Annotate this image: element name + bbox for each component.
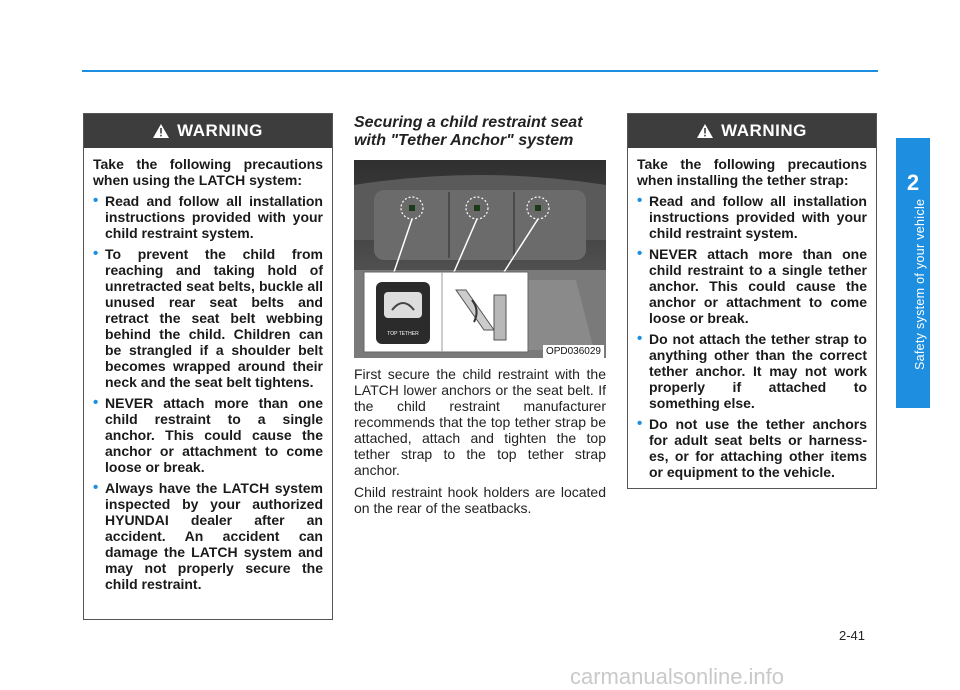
warning-item: • NEVER attach more than one child restraint to a single tether anchor. This could cause the anchor or attachment to come loose or break. — [637, 246, 867, 326]
body-paragraph: First secure the child restraint with the LATCH lower anchors or the seat belt. If the child restraint manufacturer recommends that the top tether strap be attached, attach and tighten the top tether strap to the top tether strap anchor. — [354, 366, 606, 478]
warning-list — [637, 193, 867, 480]
top-rule — [82, 70, 878, 72]
chapter-title: Safety system of your vehicle — [913, 198, 927, 370]
warning-intro: Take the following precautions when using the LATCH system: — [93, 156, 323, 188]
cargo-area-illustration — [354, 160, 606, 358]
warning-item: • Do not use the tether anchors for adult seat belts or harness-es, or for attaching other items or equipment to the vehicle. — [637, 416, 867, 480]
warning-header-label: WARNING — [721, 121, 807, 140]
warning-item: • Read and follow all installation instructions provided with your child restraint system. — [637, 193, 867, 241]
inset-top-tether-label: TOP TETHER — [387, 331, 419, 337]
watermark: carmanualsonline.info — [570, 664, 785, 689]
warning-intro: Take the following precautions when installing the tether strap: — [637, 156, 867, 188]
middle-column — [354, 114, 606, 516]
warning-triangle-icon — [697, 124, 713, 138]
warning-item: • Always have the LATCH system inspected by your authorized HYUNDAI dealer after an accident. An accident can damage the LATCH system and may not properly secure the child restraint. — [93, 480, 323, 592]
right-warning-box — [627, 113, 877, 489]
section-title: Securing a child restraint seat with "Tether Anchor" system — [354, 114, 583, 149]
page-number: 2-41 — [839, 628, 866, 643]
warning-triangle-icon — [153, 124, 169, 138]
warning-item: • To prevent the child from reaching and taking hold of unretracted seat belts, buckle all unused rear seat belts and retract the seat belt webbing behind the child. Children can be strangled if a shoulder belt becomes wrapped around their neck and the seat belt tightens. — [93, 246, 323, 390]
left-warning-box — [83, 113, 333, 620]
warning-header-label: WARNING — [177, 121, 263, 140]
warning-header — [84, 114, 332, 148]
body-paragraph: Child restraint hook holders are located on the rear of the seatbacks. — [354, 484, 606, 516]
warning-header — [628, 114, 876, 148]
chapter-side-tab — [896, 138, 930, 408]
chapter-number: 2 — [906, 170, 920, 195]
warning-list — [93, 193, 323, 592]
warning-item: • Read and follow all installation instructions provided with your child restraint system. — [93, 193, 323, 241]
figure-code: OPD036029 — [543, 345, 604, 358]
warning-item: • Do not attach the tether strap to anything other than the correct tether anchor. It may not work properly if attached to something else. — [637, 331, 867, 411]
warning-item: • NEVER attach more than one child restraint to a single anchor. This could cause the anchor or attachment to come loose or break. — [93, 395, 323, 475]
tether-anchor-figure — [354, 160, 606, 358]
